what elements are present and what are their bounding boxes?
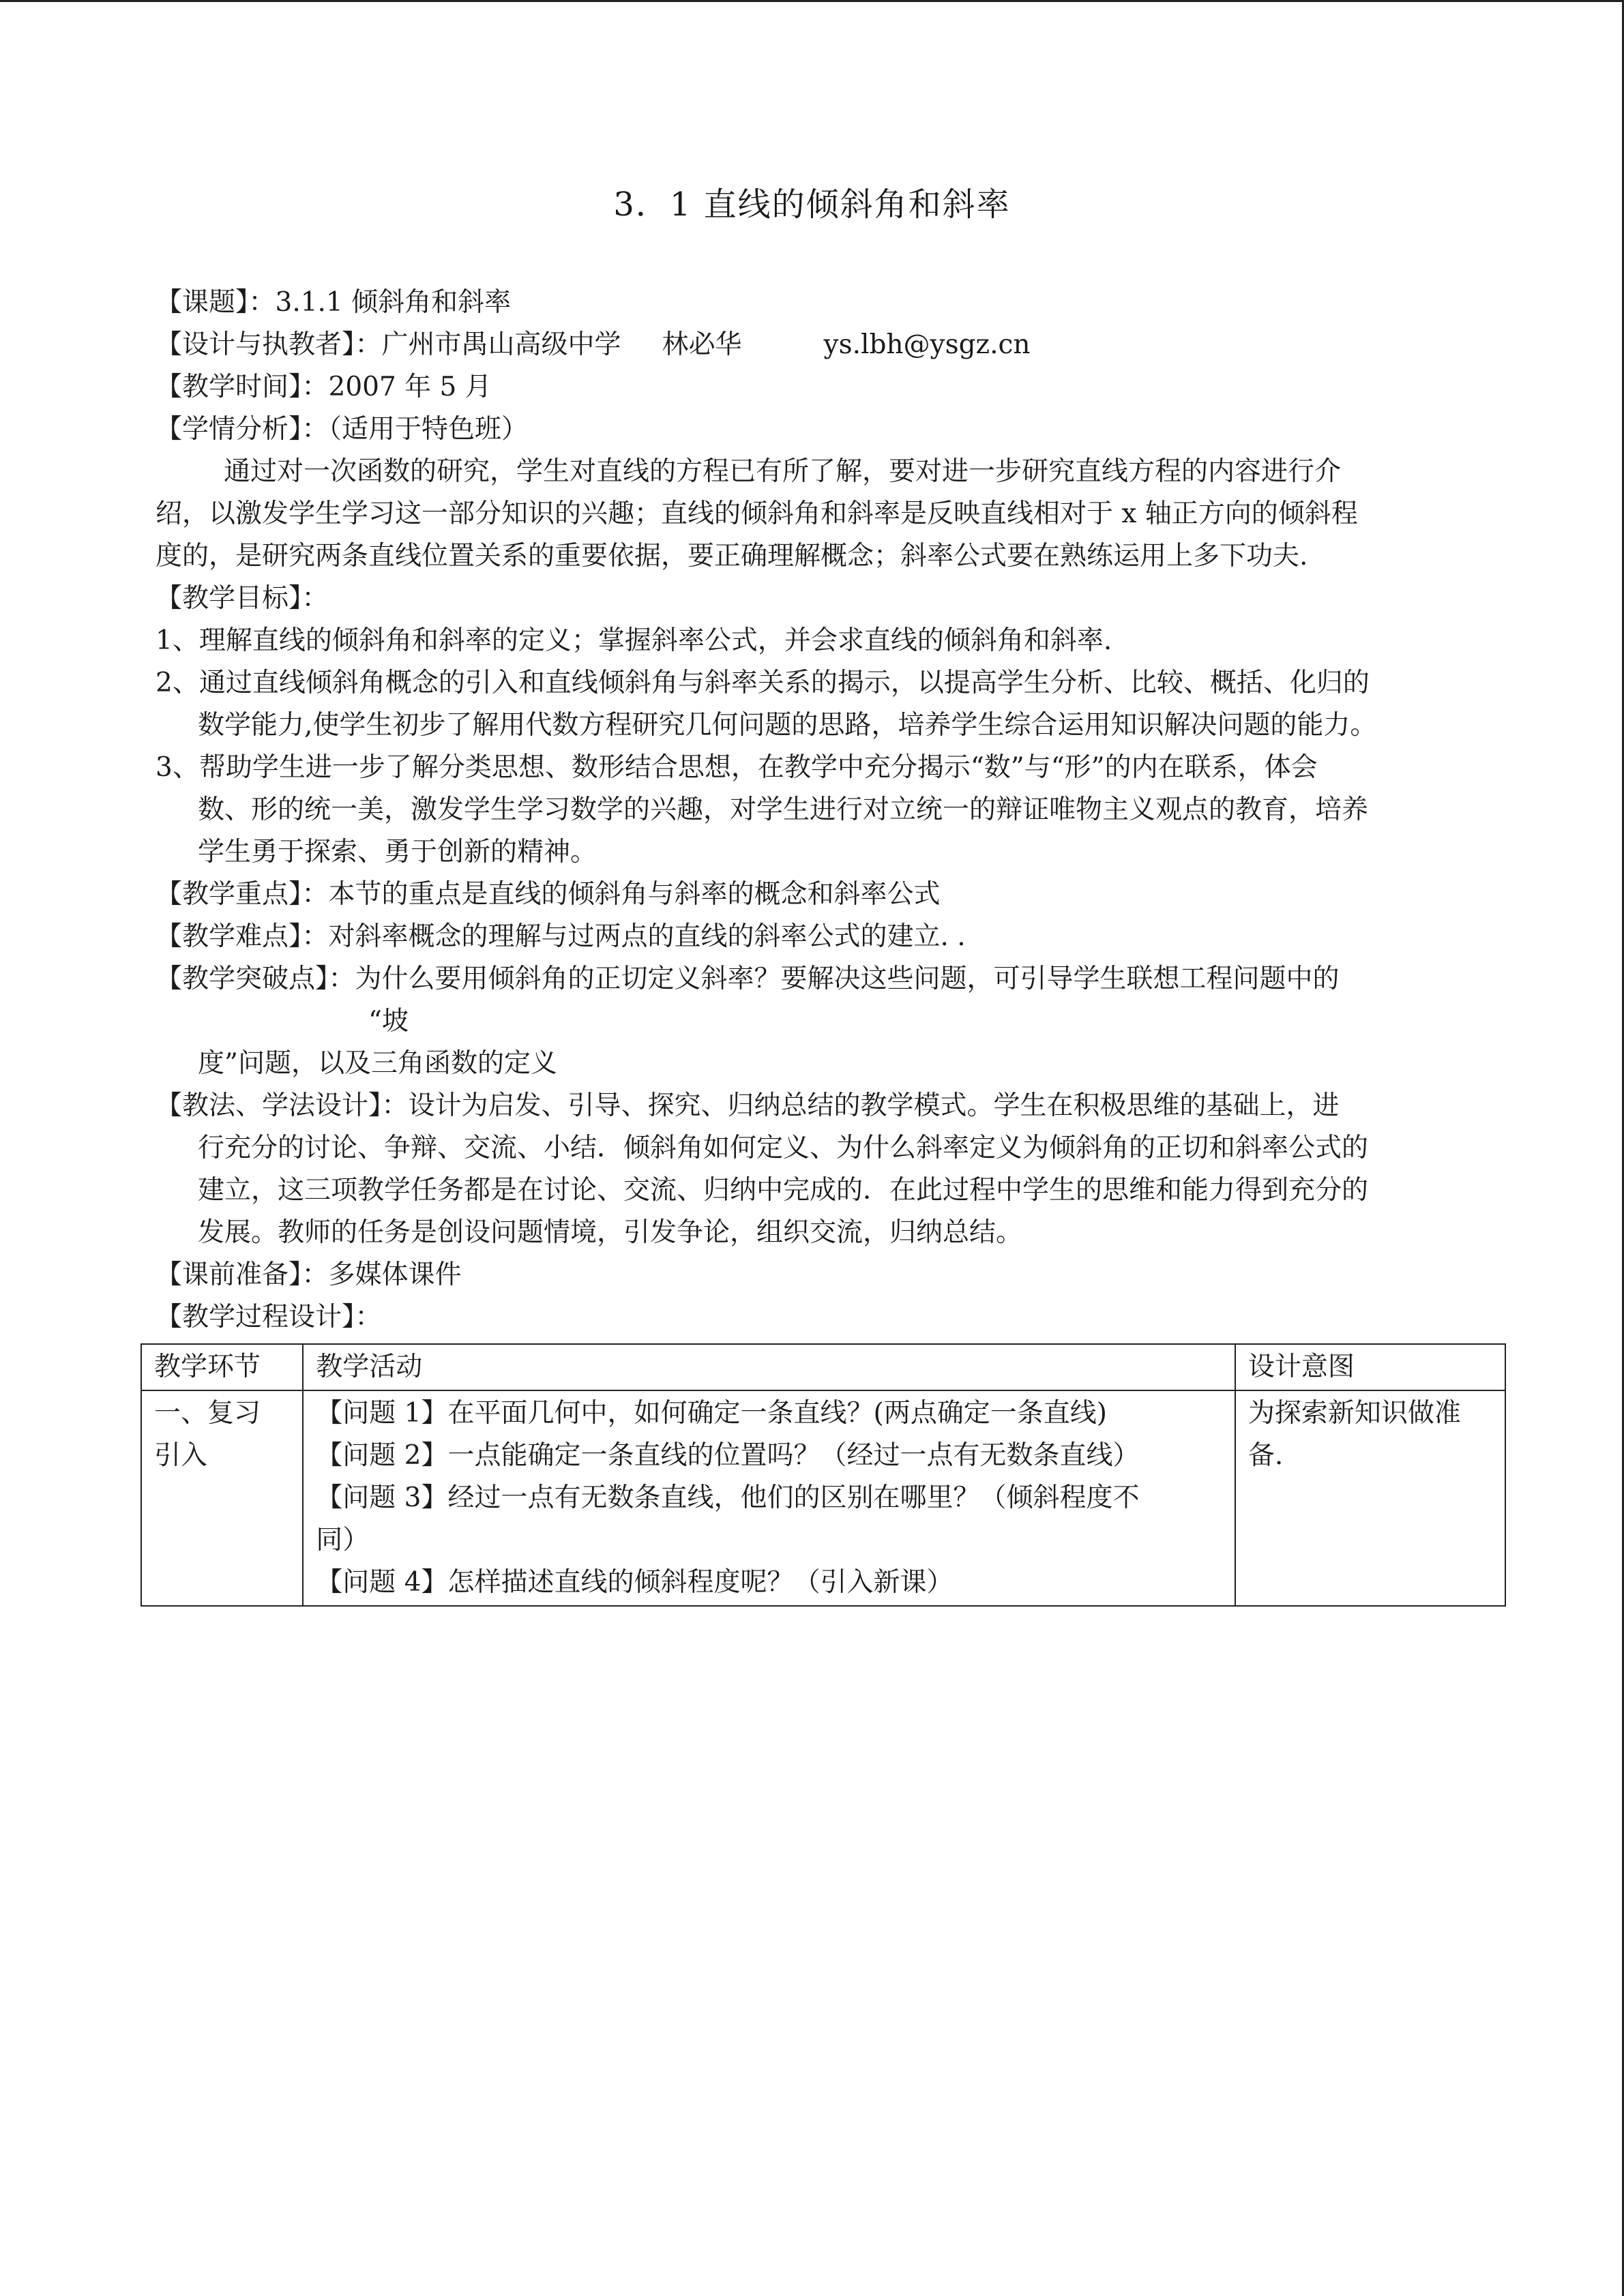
analysis-text-line: 通过对一次函数的研究，学生对直线的方程已有所了解，要对进一步研究直线方程的内容进行介	[224, 456, 1342, 487]
analysis-line	[156, 408, 1465, 451]
intent-text: 备.	[1247, 1440, 1284, 1471]
goal-item-continued: 数、形的统一美，激发学生学习数学的兴趣，对学生进行对立统一的辩证唯物主义观点的教育，培养	[198, 794, 1369, 825]
topic-value: 3.1.1 倾斜角和斜率	[275, 287, 512, 318]
table-header-activities: 教学活动	[303, 1344, 1235, 1390]
process-label: 【教学过程设计】：	[156, 1302, 382, 1332]
analysis-label: 【学情分析】：	[156, 414, 329, 445]
goals-list	[156, 620, 1465, 1339]
analysis-text-line: 绍，以激发学生学习这一部分知识的兴趣；直线的倾斜角和斜率是反映直线相对于 x 轴正方向的倾斜程	[156, 498, 1358, 529]
stage-text: 一、复习	[154, 1398, 261, 1429]
goals-label: 【教学目标】：	[156, 583, 329, 614]
table-header-stage: 教学环节	[141, 1344, 303, 1390]
stage-text: 引入	[154, 1440, 208, 1471]
page-title: 3．1 直线的倾斜角和斜率	[613, 185, 1011, 224]
goal-item: 1、理解直线的倾斜角和斜率的定义；掌握斜率公式，并会求直线的倾斜角和斜率.	[156, 625, 1112, 656]
methods-line: 【教法、学法设计】：设计为启发、引导、探究、归纳总结的教学模式。学生在积极思维的基础上，进	[156, 1090, 1340, 1121]
designer-label: 【设计与执教者】：	[156, 329, 382, 360]
methods-line: 建立，这三项教学任务都是在讨论、交流、归纳中完成的．在此过程中学生的思维和能力得到充分的	[198, 1175, 1369, 1206]
designer-line	[156, 324, 1465, 366]
breakthrough-line: 度”问题，以及三角函数的定义	[198, 1048, 557, 1079]
question-item: 【问题 1】在平面几何中，如何确定一条直线？(两点确定一条直线)	[316, 1398, 1107, 1429]
analysis-text-line: 度的，是研究两条直线位置关系的重要依据，要正确理解概念；斜率公式要在熟练运用上多下功夫.	[156, 541, 1308, 571]
methods-line: 行充分的讨论、争辩、交流、小结．倾斜角如何定义、为什么斜率定义为倾斜角的正切和斜率公式的	[198, 1133, 1369, 1163]
breakthrough-line: 【教学突破点】：为什么要用倾斜角的正切定义斜率？要解决这些问题，可引导学生联想工程问题中的	[156, 964, 1340, 994]
designer-email: ys.lbh@ysgz.cn	[823, 329, 1031, 360]
time-line	[156, 366, 1465, 408]
designer-school: 广州市禺山高级中学	[381, 329, 621, 360]
intent-cell	[1235, 1390, 1505, 1606]
goal-item: 2、通过直线倾斜角概念的引入和直线倾斜角与斜率关系的揭示，以提高学生分析、比较、概括、化归的	[156, 668, 1370, 698]
question-item-continued: 同）	[316, 1525, 370, 1555]
topic-line	[156, 282, 1465, 324]
table-header-row	[141, 1344, 1505, 1390]
intent-text: 为探索新知识做准	[1247, 1398, 1461, 1429]
time-label: 【教学时间】：	[156, 372, 329, 402]
question-item: 【问题 2】一点能确定一条直线的位置吗？（经过一点有无数条直线）	[316, 1440, 1140, 1471]
time-value: 2007 年 5 月	[328, 372, 492, 402]
difficulties: 【教学难点】：对斜率概念的理解与过两点的直线的斜率公式的建立. .	[156, 921, 966, 952]
stage-cell	[141, 1390, 303, 1606]
breakthrough-line: “坡	[368, 1006, 409, 1037]
designer-name: 林必华	[662, 329, 742, 360]
table-row	[141, 1390, 1505, 1606]
methods-line: 发展。教师的任务是创设问题情境，引发争论，组织交流，归纳总结。	[198, 1217, 1023, 1248]
process-table	[141, 1343, 1506, 1607]
goal-item-continued: 学生勇于探索、勇于创新的精神。	[198, 837, 597, 867]
question-item: 【问题 3】经过一点有无数条直线，他们的区别在哪里？（倾斜程度不	[316, 1482, 1140, 1513]
goal-item-continued: 数学能力,使学生初步了解用代数方程研究几何问题的思路，培养学生综合运用知识解决问题的能力。	[198, 710, 1377, 741]
table-header-intent: 设计意图	[1235, 1344, 1505, 1390]
lesson-header	[156, 282, 1465, 620]
activities-cell	[303, 1390, 1235, 1606]
topic-label: 【课题】：	[156, 287, 276, 318]
analysis-value: （适用于特色班）	[328, 414, 529, 445]
question-item: 【问题 4】怎样描述直线的倾斜程度呢？（引入新课）	[316, 1567, 954, 1598]
goal-item: 3、帮助学生进一步了解分类思想、数形结合思想，在教学中充分揭示“数”与“形”的内在联系，体会	[156, 752, 1318, 783]
key-points: 【教学重点】：本节的重点是直线的倾斜角与斜率的概念和斜率公式	[156, 879, 941, 910]
preparation: 【课前准备】：多媒体课件	[156, 1259, 462, 1290]
